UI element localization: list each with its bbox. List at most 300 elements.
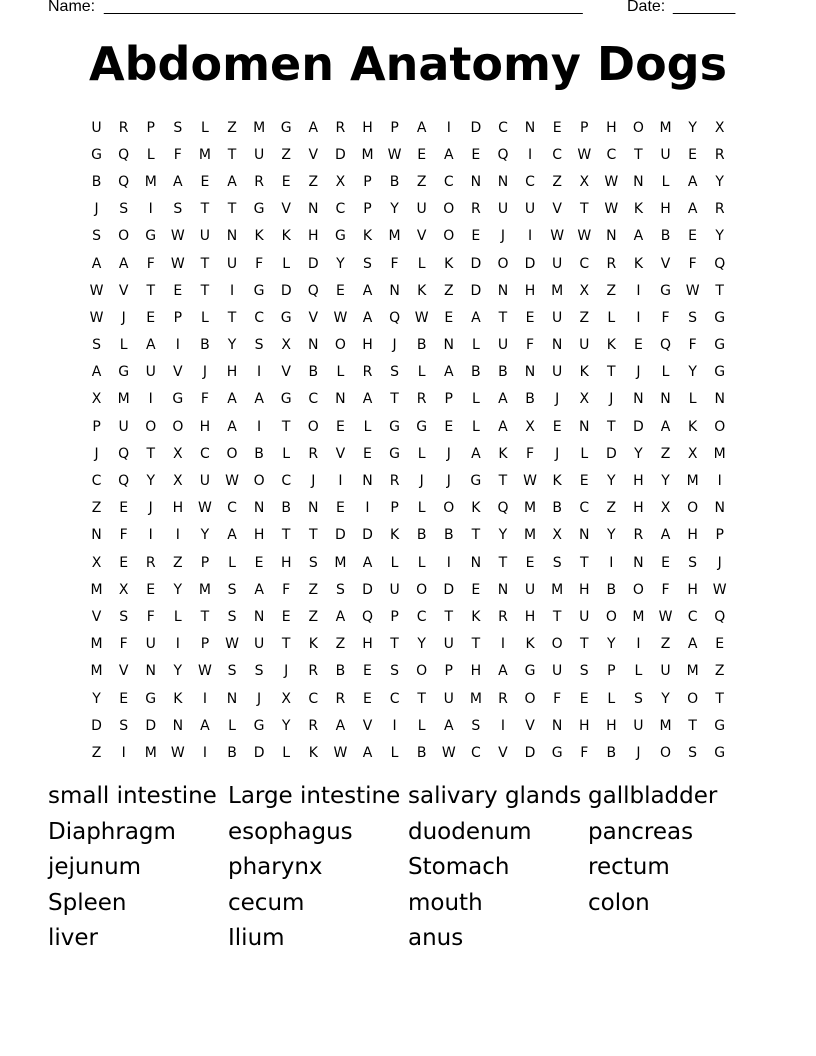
grid-letter[interactable]: D [91,717,102,734]
grid-letter[interactable]: V [416,228,427,245]
grid-letter[interactable]: Y [607,636,616,653]
grid-letter[interactable]: H [524,282,536,299]
grid-letter[interactable]: P [146,119,155,136]
grid-letter[interactable]: A [254,581,264,598]
grid-letter[interactable]: T [607,364,616,381]
grid-letter[interactable]: X [714,119,725,136]
grid-letter[interactable]: N [308,337,319,354]
grid-letter[interactable]: G [145,690,157,707]
grid-letter[interactable]: H [687,527,698,544]
grid-letter[interactable]: L [634,663,643,680]
grid-letter[interactable]: Y [173,581,183,598]
grid-letter[interactable]: N [335,391,346,408]
grid-letter[interactable]: S [471,717,481,734]
grid-letter[interactable]: N [714,391,725,408]
grid-letter[interactable]: B [606,744,617,761]
grid-letter[interactable]: L [146,146,155,163]
grid-letter[interactable]: H [362,337,373,354]
grid-letter[interactable]: W [170,228,185,245]
grid-letter[interactable]: N [633,554,644,571]
grid-letter[interactable]: U [199,473,211,490]
grid-letter[interactable]: Z [227,119,237,136]
grid-letter[interactable]: O [334,337,346,354]
grid-letter[interactable]: J [717,554,722,571]
grid-letter[interactable]: L [417,255,426,272]
grid-letter[interactable]: A [227,418,237,435]
grid-letter[interactable]: I [500,717,506,734]
grid-letter[interactable]: A [227,391,237,408]
grid-letter[interactable]: J [94,201,99,218]
grid-letter[interactable]: R [606,255,617,272]
grid-letter[interactable]: B [416,337,427,354]
grid-letter[interactable]: R [633,527,644,544]
grid-letter[interactable]: D [145,717,157,734]
grid-letter[interactable]: R [308,445,319,462]
grid-letter[interactable]: A [335,717,346,734]
grid-letter[interactable]: W [170,744,185,761]
grid-letter[interactable]: E [688,228,698,245]
grid-letter[interactable]: A [308,119,319,136]
grid-letter[interactable]: W [225,636,239,653]
grid-letter[interactable]: G [416,418,428,435]
grid-letter[interactable]: M [90,581,103,598]
grid-letter[interactable]: D [362,581,373,598]
grid-letter[interactable]: C [525,173,535,190]
grid-letter[interactable]: L [471,337,480,354]
grid-letter[interactable]: M [90,663,103,680]
grid-letter[interactable]: L [417,445,426,462]
grid-letter[interactable]: P [363,173,372,190]
grid-letter[interactable]: T [281,636,291,653]
grid-letter[interactable]: N [660,391,671,408]
grid-letter[interactable]: K [633,255,644,272]
grid-letter[interactable]: J [202,364,207,381]
grid-letter[interactable]: J [94,445,99,462]
grid-letter[interactable]: C [498,119,508,136]
grid-letter[interactable]: G [280,391,292,408]
grid-letter[interactable]: I [148,201,153,218]
grid-letter[interactable]: N [253,608,265,625]
grid-letter[interactable]: D [253,744,265,761]
grid-letter[interactable]: N [633,391,644,408]
grid-letter[interactable]: N [578,418,590,435]
grid-letter[interactable]: E [444,309,454,326]
grid-letter[interactable]: U [443,636,454,653]
grid-letter[interactable]: N [226,690,238,707]
grid-letter[interactable]: M [334,554,347,571]
name-blank-line[interactable]: _______________________________________________________ [104,0,583,15]
grid-letter[interactable]: H [633,500,644,517]
grid-letter[interactable]: H [253,527,265,544]
grid-letter[interactable]: K [471,500,481,517]
grid-letter[interactable]: G [172,391,184,408]
grid-letter[interactable]: I [392,717,397,734]
grid-letter[interactable]: G [145,228,157,245]
grid-letter[interactable]: Y [92,690,101,707]
grid-letter[interactable]: L [661,173,670,190]
grid-letter[interactable]: E [688,146,698,163]
grid-letter[interactable]: K [525,636,535,653]
grid-letter[interactable]: E [471,228,481,245]
grid-letter[interactable]: F [119,636,128,653]
grid-letter[interactable]: C [308,391,319,408]
grid-letter[interactable]: I [257,418,262,435]
grid-letter[interactable]: P [715,527,724,544]
grid-letter[interactable]: T [634,146,643,163]
grid-letter[interactable]: O [145,418,157,435]
grid-letter[interactable]: U [389,581,400,598]
grid-letter[interactable]: C [687,608,698,625]
grid-letter[interactable]: P [390,608,399,625]
grid-letter[interactable]: N [714,500,725,517]
grid-letter[interactable]: F [200,391,209,408]
grid-letter[interactable]: N [172,717,184,734]
grid-letter[interactable]: A [498,418,508,435]
grid-letter[interactable]: Z [308,173,319,190]
grid-letter[interactable]: L [417,554,426,571]
grid-letter[interactable]: S [173,201,183,218]
grid-letter[interactable]: L [201,309,209,326]
grid-letter[interactable]: H [199,418,211,435]
grid-letter[interactable]: Q [118,473,130,490]
grid-letter[interactable]: Q [714,255,726,272]
grid-letter[interactable]: M [524,527,537,544]
grid-letter[interactable]: P [390,119,399,136]
grid-letter[interactable]: F [119,527,128,544]
grid-letter[interactable]: N [470,173,482,190]
grid-letter[interactable]: S [688,744,698,761]
grid-letter[interactable]: I [202,690,207,707]
grid-letter[interactable]: M [144,173,157,190]
grid-letter[interactable]: I [202,744,207,761]
grid-letter[interactable]: F [255,255,264,272]
grid-letter[interactable]: Y [227,337,237,354]
grid-letter[interactable]: D [362,527,373,544]
grid-letter[interactable]: M [551,282,564,299]
grid-letter[interactable]: T [227,201,237,218]
grid-letter[interactable]: V [362,717,373,734]
grid-letter[interactable]: O [524,690,536,707]
grid-letter[interactable]: L [336,364,345,381]
grid-letter[interactable]: P [200,636,210,653]
grid-letter[interactable]: S [227,608,237,625]
grid-letter[interactable]: R [145,554,156,571]
grid-letter[interactable]: J [446,473,451,490]
grid-letter[interactable]: J [311,473,316,490]
grid-letter[interactable]: A [443,146,454,163]
grid-letter[interactable]: E [335,500,345,517]
grid-letter[interactable]: M [361,146,374,163]
grid-letter[interactable]: X [579,173,590,190]
grid-letter[interactable]: X [579,391,590,408]
grid-letter[interactable]: E [579,690,589,707]
grid-letter[interactable]: O [118,228,130,245]
grid-letter[interactable]: Q [497,500,509,517]
grid-letter[interactable]: M [686,663,699,680]
grid-letter[interactable]: B [552,500,562,517]
grid-letter[interactable]: U [91,119,102,136]
grid-letter[interactable]: B [227,744,237,761]
grid-letter[interactable]: W [550,228,565,245]
grid-letter[interactable]: N [551,717,563,734]
grid-letter[interactable]: C [200,445,210,462]
grid-letter[interactable]: N [362,473,373,490]
grid-letter[interactable]: M [632,608,645,625]
grid-letter[interactable]: I [175,527,180,544]
grid-letter[interactable]: W [658,608,673,625]
grid-letter[interactable]: H [226,364,238,381]
grid-letter[interactable]: E [552,119,562,136]
grid-letter[interactable]: W [523,473,537,490]
grid-letter[interactable]: L [417,364,426,381]
grid-letter[interactable]: S [335,581,345,598]
grid-letter[interactable]: L [417,717,426,734]
grid-letter[interactable]: Q [660,337,672,354]
grid-letter[interactable]: Q [307,282,319,299]
grid-letter[interactable]: Z [714,663,725,680]
grid-letter[interactable]: I [527,228,533,245]
grid-letter[interactable]: X [579,282,590,299]
grid-letter[interactable]: D [335,527,346,544]
grid-letter[interactable]: T [146,282,156,299]
grid-letter[interactable]: L [282,445,291,462]
grid-letter[interactable]: A [335,608,346,625]
grid-letter[interactable]: K [471,608,481,625]
grid-letter[interactable]: T [579,201,589,218]
grid-letter[interactable]: R [254,173,264,190]
grid-letter[interactable]: A [687,173,698,190]
grid-letter[interactable]: T [579,554,589,571]
grid-letter[interactable]: B [91,173,102,190]
grid-letter[interactable]: H [470,663,482,680]
grid-letter[interactable]: K [552,473,562,490]
grid-letter[interactable]: U [145,636,156,653]
grid-letter[interactable]: T [688,717,697,734]
grid-letter[interactable]: X [91,554,102,571]
grid-letter[interactable]: E [119,690,129,707]
grid-letter[interactable]: G [280,119,292,136]
grid-letter[interactable]: M [659,717,672,734]
grid-letter[interactable]: P [92,418,101,435]
grid-letter[interactable]: J [555,391,560,408]
grid-letter[interactable]: Y [634,445,643,462]
grid-letter[interactable]: G [280,309,292,326]
grid-letter[interactable]: E [173,282,183,299]
grid-letter[interactable]: R [335,690,346,707]
grid-letter[interactable]: Z [91,744,102,761]
grid-letter[interactable]: D [470,119,482,136]
grid-letter[interactable]: F [661,581,670,598]
grid-letter[interactable]: K [444,255,454,272]
grid-letter[interactable]: X [91,391,102,408]
grid-letter[interactable]: T [444,608,454,625]
grid-letter[interactable]: I [636,636,641,653]
grid-letter[interactable]: A [118,255,129,272]
grid-letter[interactable]: H [633,473,644,490]
grid-letter[interactable]: Z [308,581,319,598]
grid-letter[interactable]: W [198,663,212,680]
grid-letter[interactable]: B [335,663,346,680]
grid-letter[interactable]: I [338,473,343,490]
grid-letter[interactable]: K [308,636,318,653]
grid-letter[interactable]: K [308,744,318,761]
grid-letter[interactable]: M [144,744,157,761]
grid-letter[interactable]: Q [714,608,726,625]
grid-letter[interactable]: S [119,201,129,218]
grid-letter[interactable]: I [446,554,451,571]
grid-letter[interactable]: D [335,146,346,163]
grid-letter[interactable]: E [146,309,156,326]
grid-letter[interactable]: A [687,636,698,653]
grid-letter[interactable]: O [687,690,699,707]
grid-letter[interactable]: D [443,581,455,598]
grid-letter[interactable]: B [443,527,454,544]
grid-letter[interactable]: F [173,146,182,163]
grid-letter[interactable]: G [524,663,536,680]
grid-letter[interactable]: M [90,636,103,653]
grid-letter[interactable]: E [146,581,156,598]
grid-letter[interactable]: Y [146,473,156,490]
grid-letter[interactable]: R [498,608,508,625]
grid-letter[interactable]: E [335,282,345,299]
grid-letter[interactable]: J [636,744,641,761]
grid-letter[interactable]: A [173,173,183,190]
grid-letter[interactable]: X [687,445,698,462]
grid-letter[interactable]: L [580,445,589,462]
grid-letter[interactable]: L [228,554,236,571]
grid-letter[interactable]: O [443,500,455,517]
grid-letter[interactable]: O [551,636,563,653]
grid-letter[interactable]: A [362,744,373,761]
grid-letter[interactable]: D [605,445,617,462]
grid-letter[interactable]: B [200,337,210,354]
grid-letter[interactable]: S [92,228,101,245]
grid-letter[interactable]: C [606,146,617,163]
grid-letter[interactable]: U [552,309,563,326]
grid-letter[interactable]: T [498,554,508,571]
grid-letter[interactable]: L [471,391,480,408]
grid-letter[interactable]: D [524,255,536,272]
grid-letter[interactable]: W [712,581,727,598]
grid-letter[interactable]: Y [173,663,183,680]
grid-letter[interactable]: R [118,119,129,136]
grid-letter[interactable]: E [579,473,589,490]
grid-letter[interactable]: T [607,418,616,435]
grid-letter[interactable]: E [200,173,210,190]
grid-letter[interactable]: L [282,255,291,272]
grid-letter[interactable]: G [714,364,726,381]
grid-letter[interactable]: J [500,228,506,245]
grid-letter[interactable]: P [363,201,372,218]
grid-letter[interactable]: A [443,717,454,734]
grid-letter[interactable]: R [308,663,319,680]
grid-letter[interactable]: J [555,445,560,462]
grid-letter[interactable]: G [714,309,726,326]
grid-letter[interactable]: O [605,608,617,625]
grid-letter[interactable]: Q [118,146,130,163]
grid-letter[interactable]: K [579,364,589,381]
grid-letter[interactable]: E [254,554,264,571]
grid-letter[interactable]: J [148,500,153,517]
grid-letter[interactable]: Q [118,173,130,190]
grid-letter[interactable]: E [444,418,454,435]
grid-letter[interactable]: B [525,391,535,408]
grid-letter[interactable]: L [607,690,616,707]
grid-letter[interactable]: X [281,690,291,707]
grid-letter[interactable]: O [226,445,238,462]
grid-letter[interactable]: F [390,255,399,272]
grid-letter[interactable]: T [471,636,481,653]
grid-letter[interactable]: E [715,636,725,653]
grid-letter[interactable]: E [552,418,562,435]
grid-letter[interactable]: U [579,337,590,354]
grid-letter[interactable]: F [688,337,697,354]
grid-letter[interactable]: C [579,255,590,272]
grid-letter[interactable]: A [471,445,481,462]
grid-letter[interactable]: B [471,364,481,381]
grid-letter[interactable]: K [633,201,644,218]
grid-letter[interactable]: H [578,717,590,734]
grid-letter[interactable]: N [578,527,590,544]
grid-letter[interactable]: C [335,201,346,218]
grid-letter[interactable]: F [553,690,562,707]
grid-letter[interactable]: C [227,500,237,517]
grid-letter[interactable]: D [280,282,292,299]
grid-letter[interactable]: A [443,364,454,381]
grid-letter[interactable]: I [175,337,180,354]
grid-letter[interactable]: C [281,473,292,490]
grid-letter[interactable]: V [335,445,346,462]
grid-letter[interactable]: A [362,554,373,571]
grid-letter[interactable]: L [173,608,182,625]
grid-letter[interactable]: Y [661,690,670,707]
grid-letter[interactable]: M [469,690,482,707]
grid-letter[interactable]: M [198,581,211,598]
grid-letter[interactable]: N [253,500,265,517]
grid-letter[interactable]: G [714,717,726,734]
grid-letter[interactable]: W [577,146,592,163]
grid-letter[interactable]: B [660,228,671,245]
grid-letter[interactable]: H [578,581,590,598]
grid-letter[interactable]: U [226,255,238,272]
grid-letter[interactable]: G [334,228,346,245]
grid-letter[interactable]: N [497,173,509,190]
grid-letter[interactable]: N [91,527,102,544]
grid-letter[interactable]: U [118,418,129,435]
grid-letter[interactable]: W [441,744,456,761]
grid-letter[interactable]: S [579,663,589,680]
grid-letter[interactable]: P [580,119,589,136]
grid-letter[interactable]: Y [688,119,697,136]
grid-letter[interactable]: S [688,554,698,571]
grid-letter[interactable]: G [470,473,482,490]
grid-letter[interactable]: Z [660,636,671,653]
grid-letter[interactable]: I [175,636,180,653]
grid-letter[interactable]: V [552,201,562,218]
grid-letter[interactable]: V [91,608,102,625]
grid-letter[interactable]: U [253,146,265,163]
grid-letter[interactable]: E [633,337,643,354]
grid-letter[interactable]: W [577,228,592,245]
grid-letter[interactable]: S [390,663,400,680]
grid-letter[interactable]: F [282,581,291,598]
grid-letter[interactable]: V [498,744,508,761]
grid-letter[interactable]: U [552,255,563,272]
grid-letter[interactable]: L [282,744,291,761]
grid-letter[interactable]: B [498,364,508,381]
grid-letter[interactable]: X [525,418,535,435]
grid-letter[interactable]: T [715,282,724,299]
